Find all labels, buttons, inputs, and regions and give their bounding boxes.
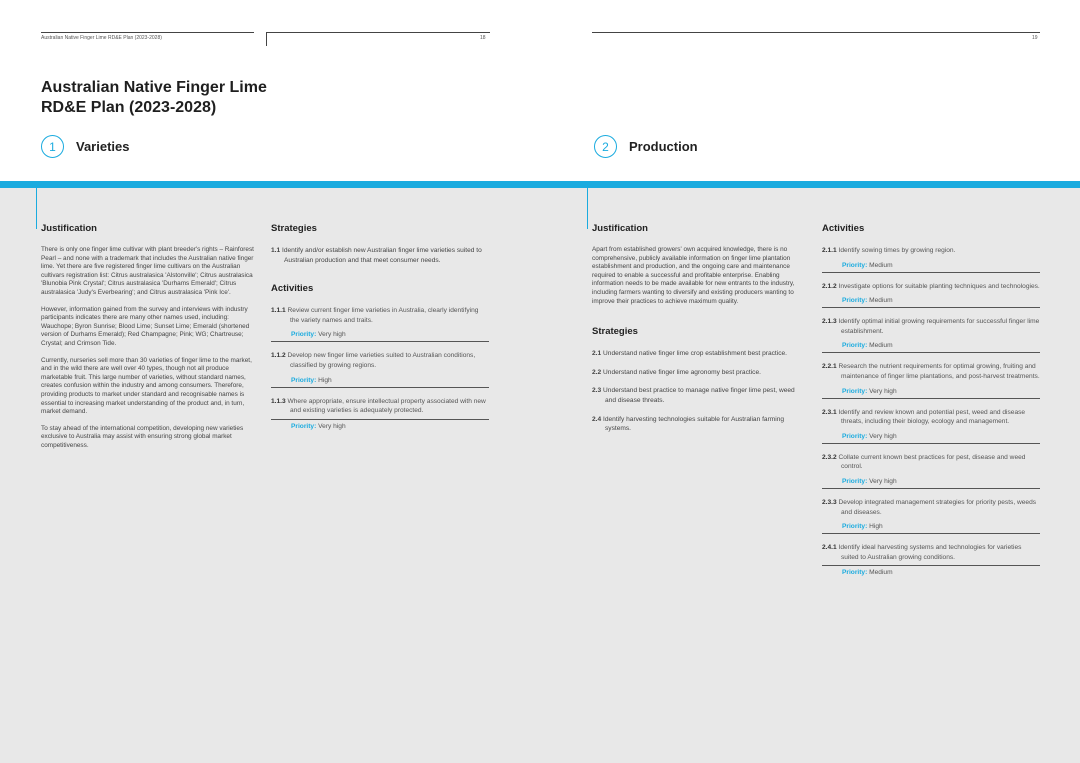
activity-item — [822, 282, 1040, 292]
activity-item — [822, 362, 1040, 381]
priority-value: Very high — [869, 387, 897, 395]
page-number-left: 18 — [480, 35, 486, 41]
activity-text: Research the nutrient requirements for optimal growing, fruiting and maintenance of finger lime plantations, and post-harvest treatments. — [838, 363, 1040, 380]
activity-number: 2.3.2 — [822, 453, 837, 461]
priority-label: Priority: — [842, 477, 868, 485]
document-title: Australian Native Finger Lime RD&E Plan (2023-2028) — [41, 79, 267, 116]
section-number-badge: 1 — [41, 135, 64, 158]
priority-label: Priority: — [842, 387, 868, 395]
strategy-item — [592, 415, 806, 434]
strategies-heading: Strategies — [271, 223, 317, 234]
activity-text: Collate current known best practices for pest, disease and weed control. — [838, 453, 1026, 471]
priority-value: Medium — [869, 569, 893, 577]
section-heading-2 — [594, 135, 698, 158]
priority-label: Priority: — [291, 422, 317, 430]
strategy-number: 2.3 — [592, 387, 602, 395]
activity-item — [271, 306, 489, 325]
activity-text: Develop new finger lime varieties suited to Australian conditions, classified by growing regions. — [287, 352, 476, 369]
page-number-right: 19 — [1032, 35, 1038, 41]
priority-label: Priority: — [842, 569, 868, 577]
justification-paragraph: There is only one finger lime cultivar with plant breeder's rights – Rainforest Pearl – and none with a trademark that includes the Australian native finger lime. Yet there are five registered finger lime cultivars on the Australian cultivars registration list: Citrus australasica 'Alstonville'; Citrus australasica 'Blunobia Pink Crystal'; Citrus australasica 'Durhams Emerald'; Citrus australasica 'Judy's Everbearing'; and Citrus australasica 'Pink Ice'. — [41, 246, 254, 296]
priority-label: Priority: — [842, 432, 868, 440]
justification-paragraph: However, information gained from the survey and interviews with industry participants indicates there are many other names used, including: Wauchope; Byron Sunrise; Blood Lime; Sunset Lime; Emerald (shortened version of Durhams Emerald); Red Champagne; Pink; WG; Chartreuse; Crystal; and Crimson Tide. — [41, 305, 250, 347]
priority-value: Medium — [869, 261, 893, 269]
production-justification — [592, 223, 806, 443]
header-gutter-mark — [266, 32, 267, 46]
header-rule-right — [592, 32, 1040, 33]
priority-value: High — [318, 376, 332, 384]
priority-value: Very high — [318, 422, 346, 430]
priority-value: Very high — [318, 331, 346, 339]
activity-item — [822, 453, 1040, 472]
section-heading-1 — [41, 135, 130, 158]
strategy-number: 2.1 — [592, 350, 602, 358]
strategy-number: 2.4 — [592, 415, 602, 423]
activity-number: 2.1.3 — [822, 318, 837, 326]
activity-number: 1.1.3 — [271, 397, 286, 405]
priority-row — [822, 262, 1040, 273]
activity-number: 2.1.1 — [822, 247, 837, 254]
priority-label: Priority: — [291, 331, 317, 339]
accent-band — [0, 181, 1080, 188]
varieties-justification — [41, 223, 258, 458]
activity-text: Identify ideal harvesting systems and technologies for varieties suited to Australian growing conditions. — [838, 544, 1022, 561]
activity-text: Investigate options for suitable planting techniques and technologies. — [838, 282, 1040, 290]
activity-number: 2.1.2 — [822, 282, 837, 290]
varieties-strategies-activities — [271, 223, 489, 442]
priority-row — [822, 433, 1040, 444]
priority-value: Medium — [869, 297, 893, 305]
production-activities — [822, 223, 1040, 588]
activities-heading: Activities — [822, 223, 865, 234]
priority-label: Priority: — [842, 261, 868, 269]
activities-heading: Activities — [271, 283, 314, 295]
justification-paragraph: Currently, nurseries sell more than 30 varieties of finger lime to the market, and in the wild there are well over 40 types, though not all produce marketable fruit. This large number of varieties, without standard names, creates confusion within the industry and among consumers. Therefore, providing products to market under standard and recognisable names is essential to increasing market understanding of the product and, in turn, market demand. — [41, 356, 252, 416]
activity-number: 2.3.1 — [822, 408, 837, 416]
activity-number: 1.1.1 — [271, 307, 286, 315]
section-title: Varieties — [76, 139, 130, 154]
priority-label: Priority: — [842, 342, 868, 350]
priority-label: Priority: — [291, 376, 317, 384]
section-number-badge: 2 — [594, 135, 617, 158]
strategies-heading: Strategies — [592, 326, 638, 338]
activity-item — [822, 246, 1040, 256]
strategy-number: 2.2 — [592, 368, 602, 376]
priority-row — [271, 419, 489, 433]
header-rule-left — [41, 32, 254, 33]
priority-row — [822, 342, 1040, 353]
activity-number: 2.3.3 — [822, 498, 837, 506]
justification-heading: Justification — [592, 223, 648, 234]
justification-heading: Justification — [41, 223, 97, 234]
priority-value: Very high — [869, 477, 897, 485]
strategy-text: Identify and/or establish new Australian finger lime varieties suited to Australian production and that meet consumer needs. — [282, 247, 482, 264]
activity-text: Identify and review known and potential pest, weed and disease threats, including their biology, ecology and management. — [838, 408, 1026, 426]
activity-number: 1.1.2 — [271, 352, 286, 360]
priority-value: High — [869, 523, 883, 531]
priority-row — [822, 565, 1040, 579]
strategy-number: 1.1 — [271, 247, 281, 254]
strategy-item — [592, 368, 806, 378]
activity-number: 2.2.1 — [822, 363, 837, 371]
activity-item — [822, 317, 1040, 336]
activity-text: Review current finger lime varieties in Australia, clearly identifying the variety names and traits. — [287, 307, 479, 324]
priority-row — [822, 388, 1040, 399]
section-title: Production — [629, 139, 698, 154]
justification-paragraph: Apart from established growers' own acquired knowledge, there is no comprehensive, publicly available information on finger lime plantation establishment and production, and the ongoing care and maintenance required to enable a successful and profitable enterprise. Enabling information needs to be made available for new entrants to the industry, including farmers wanting to diversify and existing producers wanting to improve their practices to achieve maximum quality. — [592, 246, 795, 305]
priority-row — [822, 478, 1040, 489]
activity-item — [822, 543, 1040, 562]
strategy-item — [592, 386, 806, 405]
activity-item — [271, 397, 489, 416]
priority-value: Very high — [869, 432, 897, 440]
activity-text: Identify sowing times by growing region. — [838, 247, 956, 254]
strategy-item — [271, 246, 489, 265]
running-title: Australian Native Finger Lime RD&E Plan (2023-2028) — [41, 35, 162, 41]
priority-row — [271, 331, 489, 342]
strategy-item — [592, 349, 806, 359]
strategy-text: Understand native finger lime agronomy best practice. — [603, 368, 761, 376]
priority-label: Priority: — [842, 297, 868, 305]
priority-row — [822, 297, 1040, 308]
activity-text: Identify optimal initial growing requirements for successful finger lime establishment. — [838, 318, 1040, 335]
priority-row — [822, 523, 1040, 534]
activity-item — [822, 408, 1040, 427]
activity-number: 2.4.1 — [822, 544, 837, 552]
strategy-text: Identify harvesting technologies suitable for Australian farming systems. — [603, 415, 785, 433]
activity-item — [271, 351, 489, 370]
strategy-text: Understand best practice to manage native finger lime pest, weed and disease threats. — [603, 387, 795, 404]
priority-row — [271, 377, 489, 388]
justification-paragraph: To stay ahead of the international competition, developing new varieties exclusive to Australia may assist with ensuring strong global market competitiveness. — [41, 424, 244, 449]
header-rule-center — [266, 32, 490, 33]
activity-text: Develop integrated management strategies for priority pests, weeds and diseases. — [838, 498, 1037, 516]
column-marker-right — [587, 188, 588, 229]
priority-label: Priority: — [842, 523, 868, 531]
strategy-text: Understand native finger lime crop establishment best practice. — [603, 350, 787, 358]
activity-item — [822, 498, 1040, 517]
activity-text: Where appropriate, ensure intellectual property associated with new and existing varieties is adequately protected. — [287, 397, 486, 415]
column-marker-left — [36, 188, 37, 229]
priority-value: Medium — [869, 342, 893, 350]
